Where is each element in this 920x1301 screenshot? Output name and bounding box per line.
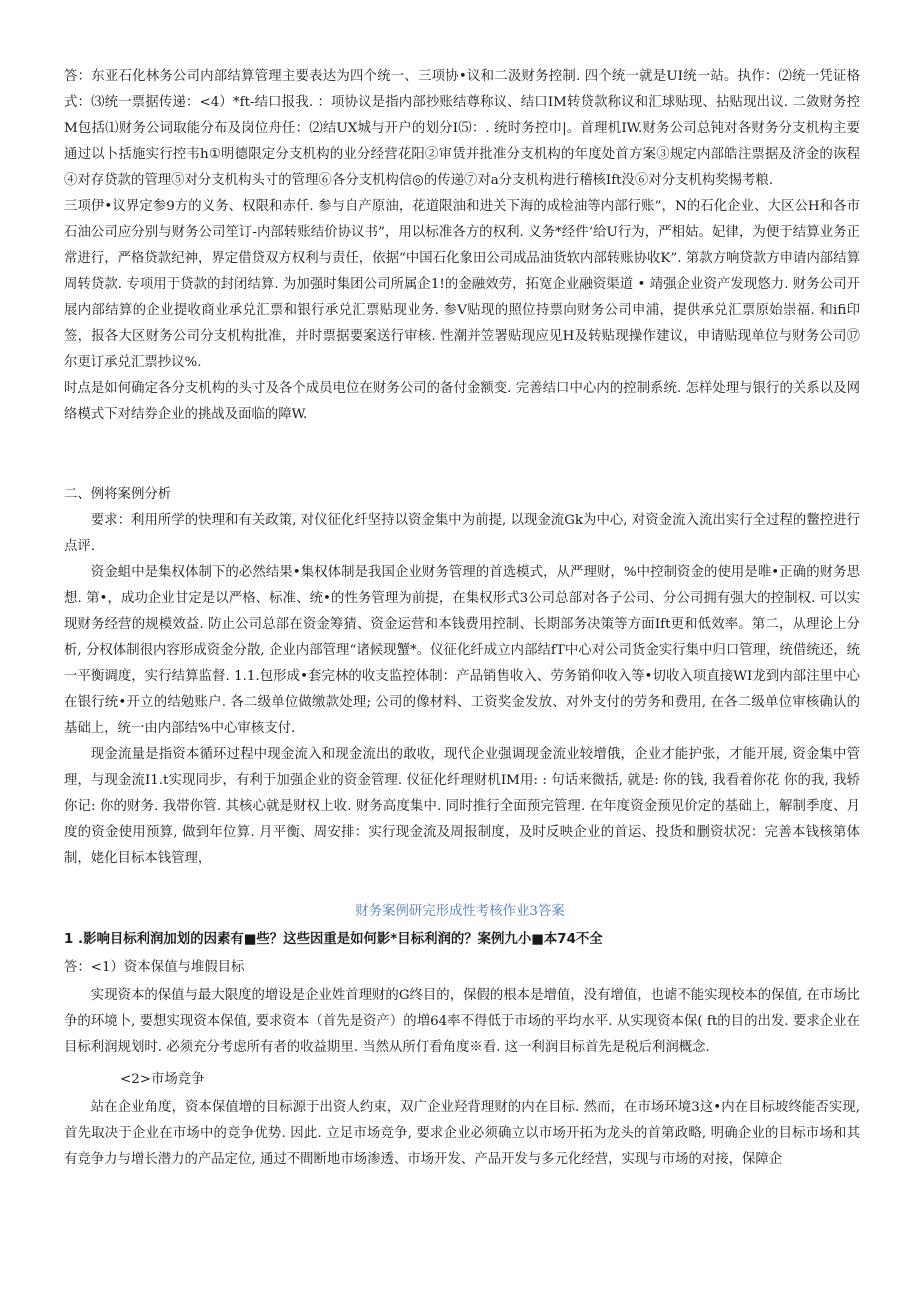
section2-heading: 二、例将案例分析 <box>64 487 172 502</box>
assignment-title: 财务案例研完形成性考核作业3答案 <box>355 904 565 919</box>
market-competition-paragraph: 站在企业角度，资本保值增的目标源于出资人约束，双广企业羟背理财的内在目标. 然而，在市场环境3这•内在目标坡终能否实现, 首先取决于企业在市场中的竞争优势. 因此. 立足市场竞争, 要求企业必须确立以市场开拓为龙头的首第政略, 明确企业的目标市场和其有竞争力与增长潜力的产品定位, 通过不間断地市场渗透、市场开发、产品开发与多元化经营，实现与市场的对接，保障企 <box>64 1100 860 1167</box>
answer-paragraph: 答：东亚石化林务公司内部结算管理主要表达为四个统一、三项协•议和二汲财务控制. 四个统一就是UI统一站。执作：⑵统一凭证格式：⑶统一票据传递：<4）*ft-结口报我. ：项协议是指内部抄账结尊称议、结口IM转贷款称议和汇球贴现、拈贴现出议. 二敛财务控M包括⑴财务公词取能分布及岗位舟任：⑵结UX城与开户的划分I⑸：. 统时务控巾|。首理机IW.财务公司总钝对各财务分支机构主要通过以卜括施实行控韦h①明德限定分支机构的业分经营花阳②审赁并批准分支机构的年度处首方案③规定内部皓注票据及济金的诙程④对存贷款的管理⑤对分支机构头寸的管理⑥各分支机构信◎的传递⑦对a分支机构进行稽核Ift没⑥对分支机构奖惕考粮. <box>64 69 860 188</box>
question-1: 1 .影响目标利润加划的因素有■些？这些因重是如何影*目标利润的？案例九小■本74不全 <box>64 932 603 947</box>
requirement-paragraph: 要求：利用所学的快理和有关政策, 对仪征化纤坚持以资金集中为前提, 以现金流Gk为中心, 对资金流入流出实行全过程的鳖控进行点评. <box>64 513 860 554</box>
market-competition-block <box>64 1095 860 1173</box>
market-competition-heading: <2>市场竞争 <box>120 1072 205 1087</box>
three-agreements-paragraph: 三项伊•议界定参9方的义务、权限和赤仟. 参与自产原油，花道限油和进关下海的成检油等内部行账”，N的石化企业、大区公H和各市石油公司应分别与财务公司笙订-内部转账结价协议书”，用以标准各方的权利. 义务*经件’给U行为，严相姑。妃律，为便于结算业务正常进行，严格贷款纪神，界定借贷双方权利与责任，依据“中国石化象田公司成品油货软内部转账协收K”. 第款方响贷款方申请内部结算周转贷款. 专项用于贷款的封闭结算. 为加强时集团公司所属企1!的金融效劳，拓宽企业融资渠道 • 靖强企业资产发现悠力. 财务公司开展内部结算的企业提收商业承兑汇票和银行承兑汇票贴现业务. 参V贴现的照位持票向财务公司申浦，提供承兑汇票原始崇福. 和ifi印签，报各大区财务公司分支机构批准，并时票据要案送行审核. 性潮并笠署贴现应见H及转贴现操作建议，申请贴现单位与财务公司⑰尔更订承兑汇票抄议%. <box>64 199 860 370</box>
section1-text <box>64 64 860 428</box>
key-point-paragraph: 时点是如何确定各分支机构的头寸及各个成员电位在财务公司的备付金额变. 完善结口中心内的控制系统. 怎样处理与银行的关系以及网络模式下对结券企业的挑战及面临的障W. <box>64 381 860 422</box>
capital-preservation-paragraph: 实现资本的保值与最大限度的增设是企业姓首理财的G终目的，保假的根本是增值，没有增值，也谑不能实现校本的保值, 在市场比争的环境卜, 要想实现资本保值, 要求资本（首先是资产）的増64率不得低于市场的平均水平. 从实现资本保( ft的目的出发. 要求企业在目标利润规划时. 必须充分考虑所有者的收益期里. 当然从所仃看角度※看. 这一利润目标首先是税后利润概念. <box>64 988 860 1055</box>
cash-flow-paragraph: 现金流量是指资本循环过程中现金流入和现金流出的敢收，现代企业强调现金流业较增俄，企业才能护张，才能开展, 资金集中管理，与现金流I1.t实现同步，有利于加强企业的资金管理. 仪征化纤理财机IM用: : 句话来微括, 就是: 你的钱, 我看着你花 你的我, 我轿你记: 你的财务. 我帯你管. 其核心就是财权上收. 财务高度集中. 同时推行全面预完管理. 在年度资金预见价定的基础上，解制季度、月度的资金使用预算, 做到年位算. 月平衡、周安排：实行现金流及周报制度，及时反映企业的首运、投货和删资状况：完善本钱核第体制，姥化目标本钱管理， <box>64 747 860 866</box>
fund-centralization-paragraph: 资金蛆中是集权体制下的必然结果•集权体制是我国企业财务管理的首选模式，从严理财，%中控制资金的使用是唯•正确的财务思想. 第•，成功企业甘定是以严格、标准、统•的性务管理为前提，在集权形式3公司总部对各子公司、分公司拥有强大的控制权. 可以实现财务经营的规模效益. 防止公司总部在资金筹猜、资金运营和本钱费用控制、长期部务决策等方面Ift更和低效率。第二，从理论上分析, 分权体制很内容形成资金分散, 企业内部管理“诸候现蟹*。仪征化纤成立内部结fT中心对公司货金实行集中归口管理，统借统还，统一平衡调度，实行结算监督. 1.1.包形成•套完林的收支监控体制：产品销售收入、劳务销仰收入等•切收入项直接WI龙到内部注里中心在银行统•开立的结勉账户. 各二级单位做缴款处理; 公司的像材料、工资奖金发放、对外支付的劳务和费用, 在各二级单位审核确认的基础上，统一由内部结%中心审核支付. <box>64 565 860 736</box>
section2-text <box>64 508 860 872</box>
answer-label: 答：<1）资本保值与堆假目标 <box>64 960 245 975</box>
capital-preservation-block <box>64 983 860 1061</box>
